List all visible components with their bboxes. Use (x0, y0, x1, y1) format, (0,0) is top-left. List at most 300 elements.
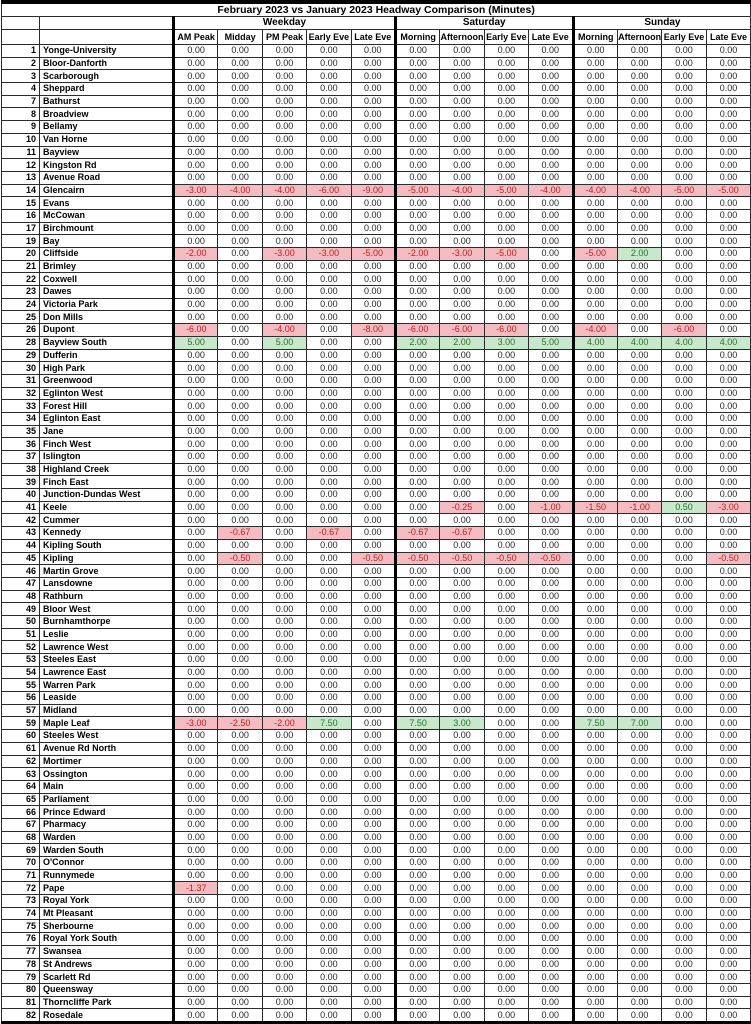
route-name: Maple Leaf (40, 717, 174, 730)
value-cell: 0.00 (706, 438, 751, 451)
value-cell: 0.00 (262, 273, 306, 286)
group-header-saturday: Saturday (395, 17, 573, 30)
value-cell: -0.67 (307, 527, 351, 540)
value-cell: 0.00 (573, 730, 617, 743)
value-cell: 0.00 (484, 133, 528, 146)
value-cell: 0.00 (174, 235, 218, 248)
value-cell: 0.00 (395, 133, 439, 146)
value-cell: 0.00 (706, 222, 751, 235)
route-name: Junction-Dundas West (40, 489, 174, 502)
table-row (2, 425, 751, 438)
route-name: Forest Hill (40, 400, 174, 413)
value-cell: 0.00 (395, 311, 439, 324)
value-cell: 0.00 (484, 628, 528, 641)
value-cell: 0.00 (617, 451, 661, 464)
value-cell: 0.00 (706, 514, 751, 527)
table-row (2, 996, 751, 1009)
value-cell: 0.00 (484, 108, 528, 121)
value-cell: 0.00 (351, 400, 395, 413)
value-cell: 0.00 (573, 438, 617, 451)
route-name: Pape (40, 882, 174, 895)
route-name: Victoria Park (40, 298, 174, 311)
route-name: Glencairn (40, 184, 174, 197)
table-row (2, 222, 751, 235)
route-number: 37 (2, 451, 40, 464)
value-cell: 0.00 (307, 425, 351, 438)
value-cell: 0.00 (529, 412, 573, 425)
value-cell: 0.00 (218, 654, 262, 667)
value-cell: 0.00 (440, 793, 484, 806)
value-cell: 0.00 (662, 958, 706, 971)
value-cell: 0.00 (529, 463, 573, 476)
value-cell: 0.00 (484, 83, 528, 96)
value-cell: 0.00 (484, 171, 528, 184)
value-cell: 0.00 (174, 755, 218, 768)
value-cell: 0.00 (706, 489, 751, 502)
value-cell: 0.00 (440, 780, 484, 793)
table-row (2, 70, 751, 83)
value-cell: 0.00 (573, 654, 617, 667)
route-number: 2 (2, 57, 40, 70)
value-cell: 0.00 (662, 197, 706, 210)
col-header-saturday-early-eve: Early Eve (484, 30, 528, 45)
value-cell: 0.00 (218, 133, 262, 146)
value-cell: 0.00 (351, 95, 395, 108)
value-cell: 0.00 (218, 996, 262, 1009)
value-cell: 0.00 (529, 628, 573, 641)
route-number: 34 (2, 412, 40, 425)
route-number: 7 (2, 95, 40, 108)
value-cell: 0.00 (174, 362, 218, 375)
table-row (2, 603, 751, 616)
value-cell: 0.00 (573, 831, 617, 844)
value-cell: 0.00 (262, 679, 306, 692)
value-cell: 0.00 (440, 895, 484, 908)
value-cell: 0.00 (307, 197, 351, 210)
value-cell: 0.00 (262, 362, 306, 375)
value-cell: 0.00 (395, 742, 439, 755)
value-cell: 0.00 (529, 476, 573, 489)
value-cell: 0.00 (307, 451, 351, 464)
value-cell: 0.00 (262, 882, 306, 895)
value-cell: 0.00 (174, 501, 218, 514)
value-cell: 0.00 (573, 895, 617, 908)
col-header-sunday-afternoon: Afternoon (617, 30, 661, 45)
value-cell: 0.00 (484, 666, 528, 679)
value-cell: 0.00 (307, 755, 351, 768)
route-name: Van Horne (40, 133, 174, 146)
value-cell: 0.00 (662, 920, 706, 933)
value-cell: 0.00 (706, 780, 751, 793)
value-cell: 0.00 (174, 666, 218, 679)
value-cell: 0.00 (351, 311, 395, 324)
value-cell: 0.00 (395, 831, 439, 844)
value-cell: 0.00 (573, 489, 617, 502)
value-cell: 0.00 (351, 45, 395, 58)
value-cell: 0.00 (262, 628, 306, 641)
value-cell: 0.00 (662, 362, 706, 375)
value-cell: 0.00 (351, 527, 395, 540)
value-cell: 0.00 (218, 615, 262, 628)
value-cell: 0.00 (484, 603, 528, 616)
value-cell: -5.00 (484, 248, 528, 261)
value-cell: 0.00 (484, 222, 528, 235)
value-cell: 0.00 (218, 400, 262, 413)
value-cell: 0.00 (662, 730, 706, 743)
value-cell: 0.00 (395, 400, 439, 413)
value-cell: 0.00 (440, 362, 484, 375)
value-cell: 0.00 (484, 641, 528, 654)
route-number: 54 (2, 666, 40, 679)
value-cell: 0.00 (617, 70, 661, 83)
value-cell: 0.00 (307, 793, 351, 806)
value-cell: 0.00 (262, 311, 306, 324)
value-cell: 0.00 (174, 692, 218, 705)
value-cell: 0.00 (662, 108, 706, 121)
route-name: Dufferin (40, 349, 174, 362)
value-cell: 0.00 (174, 209, 218, 222)
route-name: Rathburn (40, 590, 174, 603)
value-cell: 0.00 (174, 451, 218, 464)
value-cell: 0.00 (573, 222, 617, 235)
value-cell: 0.00 (395, 45, 439, 58)
value-cell: 0.00 (529, 260, 573, 273)
value-cell: 0.00 (706, 311, 751, 324)
value-cell: 0.00 (307, 336, 351, 349)
value-cell: 0.00 (174, 222, 218, 235)
value-cell: 0.00 (307, 108, 351, 121)
value-cell: 3.00 (440, 717, 484, 730)
value-cell: 0.00 (706, 831, 751, 844)
value-cell: 0.00 (706, 159, 751, 172)
value-cell: 0.00 (617, 171, 661, 184)
value-cell: 0.00 (218, 895, 262, 908)
table-row (2, 463, 751, 476)
table-row (2, 628, 751, 641)
value-cell: 0.00 (395, 539, 439, 552)
value-cell: 0.00 (529, 996, 573, 1009)
value-cell: 0.00 (395, 577, 439, 590)
value-cell: 0.00 (573, 286, 617, 299)
value-cell: 0.00 (617, 1009, 661, 1023)
value-cell: 0.00 (662, 476, 706, 489)
route-number: 70 (2, 857, 40, 870)
value-cell: 0.00 (174, 273, 218, 286)
value-cell: 0.00 (662, 666, 706, 679)
value-cell: 0.00 (484, 996, 528, 1009)
value-cell: 0.00 (706, 298, 751, 311)
value-cell: 0.00 (706, 983, 751, 996)
route-name: Ossington (40, 768, 174, 781)
route-name: Sheppard (40, 83, 174, 96)
value-cell: 0.00 (395, 349, 439, 362)
value-cell: 0.00 (351, 273, 395, 286)
value-cell: 0.00 (307, 933, 351, 946)
value-cell: -1.00 (617, 501, 661, 514)
value-cell: 0.00 (351, 159, 395, 172)
value-cell: 0.00 (617, 983, 661, 996)
value-cell: -0.50 (351, 552, 395, 565)
value-cell: 0.00 (262, 920, 306, 933)
value-cell: 0.00 (351, 121, 395, 134)
value-cell: 0.00 (529, 983, 573, 996)
route-name: Avenue Road (40, 171, 174, 184)
value-cell: 0.00 (706, 641, 751, 654)
value-cell: 0.00 (262, 692, 306, 705)
route-number: 60 (2, 730, 40, 743)
route-number: 48 (2, 590, 40, 603)
value-cell: 0.00 (262, 539, 306, 552)
value-cell: 0.00 (573, 945, 617, 958)
value-cell: 0.00 (351, 349, 395, 362)
value-cell: 0.00 (174, 476, 218, 489)
value-cell: 0.00 (706, 362, 751, 375)
value-cell: 0.00 (617, 463, 661, 476)
value-cell: 0.00 (440, 197, 484, 210)
value-cell: 0.00 (307, 463, 351, 476)
value-cell: 0.00 (395, 818, 439, 831)
value-cell: -5.00 (573, 248, 617, 261)
value-cell: 0.00 (307, 387, 351, 400)
value-cell: 0.00 (662, 768, 706, 781)
value-cell: 0.00 (307, 565, 351, 578)
route-number: 59 (2, 717, 40, 730)
value-cell: 0.00 (617, 121, 661, 134)
value-cell: 0.00 (440, 108, 484, 121)
value-cell: 0.00 (529, 603, 573, 616)
value-cell: 0.00 (706, 742, 751, 755)
value-cell: 0.00 (573, 133, 617, 146)
value-cell: 0.00 (174, 83, 218, 96)
value-cell: 0.00 (706, 527, 751, 540)
value-cell: 0.00 (573, 260, 617, 273)
value-cell: 0.00 (662, 895, 706, 908)
route-number: 66 (2, 806, 40, 819)
value-cell: 0.00 (218, 920, 262, 933)
value-cell: 0.00 (218, 704, 262, 717)
value-cell: 0.00 (218, 412, 262, 425)
value-cell: 0.00 (484, 387, 528, 400)
value-cell: 0.00 (174, 463, 218, 476)
value-cell: 0.00 (662, 171, 706, 184)
value-cell: 0.00 (307, 654, 351, 667)
value-cell: 0.00 (440, 882, 484, 895)
value-cell: 0.00 (662, 780, 706, 793)
value-cell: 0.00 (351, 336, 395, 349)
value-cell: 0.00 (529, 133, 573, 146)
value-cell: -0.50 (395, 552, 439, 565)
value-cell: 0.00 (307, 171, 351, 184)
route-number: 41 (2, 501, 40, 514)
table-row (2, 857, 751, 870)
value-cell: 0.00 (484, 501, 528, 514)
value-cell: 0.00 (307, 273, 351, 286)
value-cell: 0.00 (307, 324, 351, 337)
value-cell: 0.00 (529, 692, 573, 705)
value-cell: 0.00 (218, 362, 262, 375)
value-cell: 0.00 (218, 514, 262, 527)
table-row (2, 45, 751, 58)
route-name: Kennedy (40, 527, 174, 540)
value-cell: 0.00 (440, 286, 484, 299)
table-row (2, 539, 751, 552)
value-cell: 0.00 (617, 133, 661, 146)
value-cell: 0.00 (440, 400, 484, 413)
value-cell: 0.00 (617, 793, 661, 806)
value-cell: 0.00 (174, 857, 218, 870)
route-number: 43 (2, 527, 40, 540)
value-cell: 0.00 (662, 95, 706, 108)
value-cell: 0.00 (662, 793, 706, 806)
value-cell: 0.00 (617, 958, 661, 971)
table-row (2, 679, 751, 692)
route-number: 56 (2, 692, 40, 705)
route-number: 21 (2, 260, 40, 273)
value-cell: 0.00 (440, 628, 484, 641)
value-cell: 0.00 (706, 654, 751, 667)
value-cell: 0.00 (706, 565, 751, 578)
value-cell: 0.00 (218, 971, 262, 984)
route-name: Royal York (40, 895, 174, 908)
value-cell: 0.00 (529, 527, 573, 540)
value-cell: 0.00 (617, 920, 661, 933)
value-cell: 0.00 (307, 222, 351, 235)
value-cell: 0.00 (529, 159, 573, 172)
value-cell: 0.00 (218, 425, 262, 438)
value-cell: 0.00 (307, 83, 351, 96)
value-cell: 0.00 (395, 273, 439, 286)
route-name: Sherbourne (40, 920, 174, 933)
route-number: 1 (2, 45, 40, 58)
value-cell: 0.00 (395, 374, 439, 387)
table-row (2, 387, 751, 400)
route-name: Warden South (40, 844, 174, 857)
value-cell: 0.00 (307, 552, 351, 565)
value-cell: 0.00 (573, 412, 617, 425)
value-cell: 0.00 (262, 577, 306, 590)
value-cell: 0.00 (218, 273, 262, 286)
value-cell: 0.00 (262, 400, 306, 413)
value-cell: 0.00 (662, 159, 706, 172)
value-cell: 0.00 (218, 324, 262, 337)
value-cell: 0.00 (174, 996, 218, 1009)
value-cell: 0.00 (706, 615, 751, 628)
value-cell: 0.00 (573, 311, 617, 324)
value-cell: 0.00 (307, 95, 351, 108)
value-cell: -4.00 (617, 184, 661, 197)
value-cell: 0.00 (617, 159, 661, 172)
value-cell: 0.00 (529, 57, 573, 70)
value-cell: 0.00 (573, 171, 617, 184)
value-cell: 0.00 (351, 438, 395, 451)
value-cell: 0.00 (218, 298, 262, 311)
value-cell: 0.00 (174, 907, 218, 920)
table-row (2, 742, 751, 755)
route-name: O'Connor (40, 857, 174, 870)
route-number: 8 (2, 108, 40, 121)
value-cell: 0.00 (395, 615, 439, 628)
value-cell: 0.00 (617, 577, 661, 590)
value-cell: 0.00 (262, 818, 306, 831)
value-cell: 4.00 (662, 336, 706, 349)
value-cell: 0.00 (218, 235, 262, 248)
value-cell: 0.00 (484, 730, 528, 743)
value-cell: -6.00 (662, 324, 706, 337)
value-cell: 7.50 (395, 717, 439, 730)
route-number: 71 (2, 869, 40, 882)
value-cell: 0.00 (218, 248, 262, 261)
value-cell: 0.00 (395, 260, 439, 273)
value-cell: 0.00 (174, 793, 218, 806)
value-cell: 0.00 (617, 869, 661, 882)
table-row (2, 438, 751, 451)
value-cell: 0.00 (484, 565, 528, 578)
value-cell: 0.00 (307, 704, 351, 717)
route-name: Martin Grove (40, 565, 174, 578)
value-cell: 0.00 (440, 489, 484, 502)
value-cell: 0.00 (351, 501, 395, 514)
value-cell: 0.00 (395, 628, 439, 641)
table-row (2, 133, 751, 146)
table-row (2, 730, 751, 743)
route-name: Bathurst (40, 95, 174, 108)
value-cell: 0.00 (573, 451, 617, 464)
value-cell: 0.00 (307, 133, 351, 146)
value-cell: 0.00 (706, 857, 751, 870)
value-cell: 0.00 (262, 641, 306, 654)
value-cell: 0.00 (440, 933, 484, 946)
value-cell: 5.00 (174, 336, 218, 349)
table-row (2, 336, 751, 349)
value-cell: 0.00 (395, 882, 439, 895)
value-cell: 0.00 (573, 996, 617, 1009)
value-cell: 0.00 (351, 958, 395, 971)
value-cell: 0.00 (706, 971, 751, 984)
value-cell: 0.00 (662, 831, 706, 844)
value-cell: 0.00 (617, 704, 661, 717)
value-cell: 0.00 (706, 260, 751, 273)
value-cell: 0.00 (706, 1009, 751, 1023)
value-cell: 0.00 (706, 590, 751, 603)
value-cell: 0.00 (307, 209, 351, 222)
route-name: Warden (40, 831, 174, 844)
value-cell: 0.00 (262, 501, 306, 514)
value-cell: 0.00 (440, 374, 484, 387)
value-cell: 0.00 (262, 806, 306, 819)
value-cell: 0.00 (307, 603, 351, 616)
route-name: Bayview South (40, 336, 174, 349)
value-cell: 0.00 (351, 197, 395, 210)
value-cell: 0.00 (662, 70, 706, 83)
table-row (2, 349, 751, 362)
table-row (2, 806, 751, 819)
value-cell: 3.00 (484, 336, 528, 349)
value-cell: 0.00 (529, 857, 573, 870)
value-cell: 0.00 (484, 95, 528, 108)
value-cell: 0.00 (262, 121, 306, 134)
value-cell: 0.00 (262, 451, 306, 464)
value-cell: 0.00 (706, 83, 751, 96)
value-cell: 0.00 (706, 235, 751, 248)
value-cell: 0.00 (573, 387, 617, 400)
value-cell: 0.00 (307, 374, 351, 387)
value-cell: 0.00 (706, 679, 751, 692)
value-cell: 0.00 (484, 209, 528, 222)
route-name: Bloor-Danforth (40, 57, 174, 70)
value-cell: 0.00 (262, 907, 306, 920)
value-cell: 4.00 (706, 336, 751, 349)
value-cell: 0.00 (218, 628, 262, 641)
